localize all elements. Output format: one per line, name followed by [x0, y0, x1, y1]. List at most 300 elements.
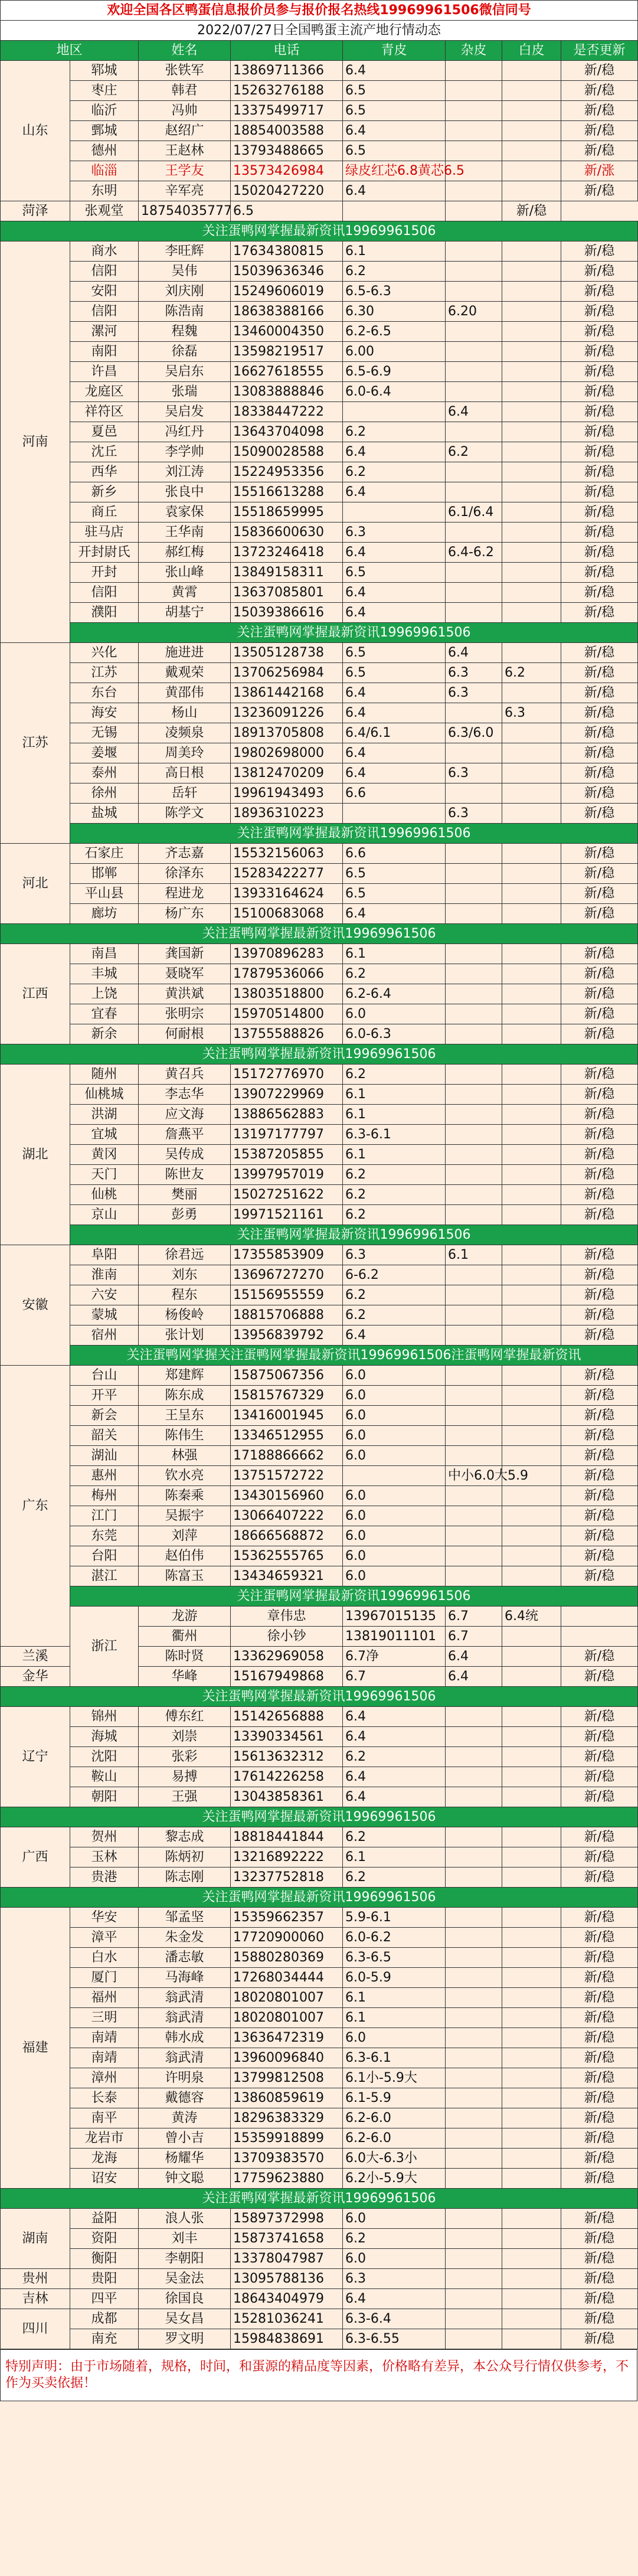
update-status-cell: 新/稳: [561, 101, 638, 121]
table-row: [1, 262, 638, 282]
update-status-cell: 新/稳: [561, 1988, 638, 2008]
region-cell: 浙江: [70, 1607, 139, 1687]
bai-price-cell: [502, 2309, 561, 2329]
city-cell: 淮南: [70, 1265, 139, 1285]
bai-price-cell: [502, 2329, 561, 2349]
update-status-cell: 新/稳: [561, 2108, 638, 2128]
city-cell: 蒙城: [70, 1305, 139, 1325]
table-row: [1, 2008, 638, 2028]
za-price-cell: [446, 2149, 502, 2169]
bai-price-cell: [502, 944, 561, 964]
region-cell: 河北: [1, 844, 70, 924]
za-price-cell: [446, 282, 502, 302]
table-row: [1, 61, 638, 81]
za-price-cell: [446, 884, 502, 904]
phone-cell: 15984838691: [231, 2329, 343, 2349]
za-price-cell: [446, 1988, 502, 2008]
name-cell: 吴伟: [139, 262, 231, 282]
bai-price-cell: [502, 1366, 561, 1386]
table-row: [1, 1145, 638, 1165]
name-cell: 王华南: [139, 523, 231, 543]
table-row: [1, 1366, 638, 1386]
city-cell: 龙游: [139, 1607, 231, 1627]
qing-price-cell: 6.1: [343, 1847, 446, 1867]
za-price-cell: [446, 1827, 502, 1847]
city-cell: 南昌: [70, 944, 139, 964]
city-cell: 成都: [70, 2309, 139, 2329]
city-cell: 江门: [70, 1506, 139, 1526]
phone-cell: 18854003588: [231, 121, 343, 141]
city-cell: 朝阳: [70, 1787, 139, 1807]
city-cell: 信阳: [70, 583, 139, 603]
za-price-cell: [446, 864, 502, 884]
table-row: [1, 81, 638, 101]
city-cell: 西华: [70, 462, 139, 482]
phone-cell: 13803518800: [231, 984, 343, 1004]
bai-price-cell: [502, 1546, 561, 1566]
qing-price-cell: 6.0: [343, 1546, 446, 1566]
bai-price-cell: [502, 1647, 561, 1667]
name-cell: 程东: [139, 1285, 231, 1305]
table-row: [1, 322, 638, 342]
table-row: [1, 382, 638, 402]
name-cell: 张明宗: [139, 1004, 231, 1024]
update-status-cell: 新/稳: [561, 2329, 638, 2349]
table-row: [1, 482, 638, 502]
phone-cell: 15020427220: [231, 181, 343, 201]
qing-price-cell: 6.2: [343, 462, 446, 482]
za-price-cell: [446, 1707, 502, 1727]
qing-price-cell: 6.0: [343, 1386, 446, 1406]
update-status-cell: 新/稳: [561, 543, 638, 563]
table-row: [1, 964, 638, 984]
name-cell: 何耐根: [139, 1024, 231, 1044]
col-header-bai: 白皮: [502, 41, 561, 61]
phone-cell: 13643704098: [231, 422, 343, 442]
za-price-cell: [446, 1105, 502, 1125]
table-row: [1, 2048, 638, 2068]
update-status-cell: 新/稳: [561, 1406, 638, 1426]
city-cell: 台山: [70, 1366, 139, 1386]
bai-price-cell: [502, 1004, 561, 1024]
bai-price-cell: [502, 1426, 561, 1446]
city-cell: 韶关: [70, 1426, 139, 1446]
qing-price-cell: 6.4: [343, 482, 446, 502]
phone-cell: 19802698000: [231, 743, 343, 763]
update-status-cell: 新/稳: [561, 2048, 638, 2068]
bai-price-cell: 6.2: [502, 663, 561, 683]
table-row: [1, 2309, 638, 2329]
phone-cell: 13066407222: [231, 1506, 343, 1526]
name-cell: 钟文聪: [139, 2169, 231, 2189]
phone-cell: 18638388166: [231, 302, 343, 322]
za-price-cell: [446, 101, 502, 121]
bai-price-cell: [502, 422, 561, 442]
phone-cell: 13375499717: [231, 101, 343, 121]
phone-cell: 13430156960: [231, 1486, 343, 1506]
name-cell: 杨耀华: [139, 2149, 231, 2169]
update-status-cell: 新/稳: [561, 1667, 638, 1687]
qing-price-cell: 6.4: [343, 1707, 446, 1727]
update-status-cell: 新/稳: [561, 1908, 638, 1928]
city-cell: 洪湖: [70, 1105, 139, 1125]
qing-price-cell: 6.2: [343, 2229, 446, 2249]
bai-price-cell: [561, 1627, 638, 1647]
table-row: [1, 1185, 638, 1205]
table-row: [1, 2128, 638, 2149]
bai-price-cell: [502, 1747, 561, 1767]
name-cell: 张良中: [139, 482, 231, 502]
qing-price-cell: 6.4: [343, 603, 446, 623]
name-cell: 翁武清: [139, 2048, 231, 2068]
city-cell: 无锡: [70, 723, 139, 743]
bai-price-cell: [502, 2028, 561, 2048]
table-row: [1, 583, 638, 603]
table-row: [1, 2329, 638, 2349]
promo-banner-row: [1, 1225, 638, 1245]
city-cell: 石家庄: [70, 844, 139, 864]
update-status-cell: 新/稳: [561, 2149, 638, 2169]
phone-cell: 15167949868: [231, 1667, 343, 1687]
col-header-name: 姓名: [139, 41, 231, 61]
name-cell: 施进进: [139, 643, 231, 663]
phone-cell: 15224953356: [231, 462, 343, 482]
za-price-cell: [446, 262, 502, 282]
city-cell: 诏安: [70, 2169, 139, 2189]
table-row: [1, 1546, 638, 1566]
table-row: [1, 1165, 638, 1185]
update-status-cell: 新/稳: [561, 1105, 638, 1125]
city-cell: 宿州: [70, 1325, 139, 1346]
bai-price-cell: [502, 1386, 561, 1406]
name-cell: 陈志刚: [139, 1867, 231, 1888]
bai-price-cell: 6.3: [502, 703, 561, 723]
qing-price-cell: 6.4: [343, 1325, 446, 1346]
za-price-cell: [446, 1948, 502, 1968]
phone-cell: 13755588826: [231, 1024, 343, 1044]
table-row: [1, 1065, 638, 1085]
qing-price-cell: 6.1小-5.9大: [343, 2068, 446, 2088]
update-status-cell: 新/稳: [561, 2209, 638, 2229]
phone-cell: 15873741658: [231, 2229, 343, 2249]
update-status-cell: 新/稳: [561, 442, 638, 462]
promo-banner: 关注蛋鸭网掌握最新资讯19969961506: [70, 1586, 638, 1607]
bai-price-cell: [502, 1787, 561, 1807]
qing-price-cell: [343, 1466, 446, 1486]
name-cell: 朱金发: [139, 1928, 231, 1948]
name-cell: 林强: [139, 1446, 231, 1466]
city-cell: 夏邑: [70, 422, 139, 442]
phone-cell: 15970514800: [231, 1004, 343, 1024]
city-cell: 资阳: [70, 2229, 139, 2249]
bai-price-cell: [502, 2068, 561, 2088]
bai-price-cell: [502, 1847, 561, 1867]
city-cell: 南充: [70, 2329, 139, 2349]
table-row: [1, 1386, 638, 1406]
phone-cell: 15875067356: [231, 1366, 343, 1386]
bai-price-cell: [502, 1325, 561, 1346]
city-cell: 惠州: [70, 1466, 139, 1486]
za-price-cell: [446, 844, 502, 864]
update-status-cell: 新/稳: [561, 804, 638, 824]
qing-price-cell: 6.0: [343, 1526, 446, 1546]
phone-cell: 15613632312: [231, 1747, 343, 1767]
qing-price-cell: 6.4: [343, 543, 446, 563]
phone-cell: 15090028588: [231, 442, 343, 462]
promo-banner: 关注蛋鸭网掌握最新资讯19969961506: [1, 1044, 638, 1065]
update-status-cell: 新/稳: [561, 1165, 638, 1185]
update-status-cell: 新/稳: [561, 2169, 638, 2189]
phone-cell: 13434659321: [231, 1566, 343, 1586]
za-price-cell: [446, 1426, 502, 1446]
update-status-cell: 新/稳: [561, 422, 638, 442]
za-price-cell: [446, 1165, 502, 1185]
bai-price-cell: [502, 1667, 561, 1687]
za-price-cell: [446, 2008, 502, 2028]
bai-price-cell: [502, 723, 561, 743]
qing-price-cell: [343, 804, 446, 824]
name-cell: 聂晓军: [139, 964, 231, 984]
city-cell: 南阳: [70, 342, 139, 362]
za-price-cell: [446, 2209, 502, 2229]
update-status-cell: 新/稳: [561, 1566, 638, 1586]
bai-price-cell: [502, 61, 561, 81]
phone-cell: 15516613288: [231, 482, 343, 502]
name-cell: 郝红梅: [139, 543, 231, 563]
name-cell: 徐磊: [139, 342, 231, 362]
bai-price-cell: [502, 1105, 561, 1125]
name-cell: 刘庆刚: [139, 282, 231, 302]
bai-price-cell: [502, 1948, 561, 1968]
city-cell: 金华: [1, 1667, 70, 1687]
city-cell: 龙海: [70, 2149, 139, 2169]
name-cell: 龚国新: [139, 944, 231, 964]
name-cell: 韩水成: [139, 2028, 231, 2048]
region-cell: 湖北: [1, 1065, 70, 1245]
bai-price-cell: [502, 2289, 561, 2309]
update-status-cell: 新/稳: [561, 663, 638, 683]
phone-cell: 15359918899: [231, 2128, 343, 2149]
update-status-cell: 新/稳: [561, 1546, 638, 1566]
bai-price-cell: [502, 1145, 561, 1165]
bai-price-cell: [502, 1205, 561, 1225]
city-cell: 湛江: [70, 1566, 139, 1586]
name-cell: 翁武清: [139, 1988, 231, 2008]
city-cell: 台阳: [70, 1546, 139, 1566]
promo-banner-row: [1, 1346, 638, 1366]
table-row: [1, 2149, 638, 2169]
table-row: [1, 302, 638, 322]
table-row: [1, 502, 638, 523]
phone-cell: 19961943493: [231, 783, 343, 804]
name-cell: 杨山: [139, 703, 231, 723]
za-price-cell: [446, 583, 502, 603]
qing-price-cell: 6.0: [343, 1486, 446, 1506]
qing-price-cell: 6.0: [343, 1446, 446, 1466]
za-price-cell: [446, 121, 502, 141]
name-cell: 徐国良: [139, 2289, 231, 2309]
za-price-cell: [446, 1446, 502, 1466]
za-price-cell: [446, 1386, 502, 1406]
table-row: [1, 723, 638, 743]
table-row: [1, 543, 638, 563]
update-status-cell: 新/稳: [561, 1125, 638, 1145]
table-row: [1, 241, 638, 262]
region-cell: 辽宁: [1, 1707, 70, 1807]
phone-cell: 17614226258: [231, 1767, 343, 1787]
region-cell: 湖南: [1, 2209, 70, 2269]
qing-price-cell: 6.3-6.5: [343, 1948, 446, 1968]
table-row: [1, 1466, 638, 1486]
city-cell: 宜城: [70, 1125, 139, 1145]
city-cell: 安阳: [70, 282, 139, 302]
za-price-cell: [446, 1546, 502, 1566]
col-header-region: 地区: [1, 41, 139, 61]
bai-price-cell: [502, 241, 561, 262]
za-price-cell: [446, 2269, 502, 2289]
city-cell: 信阳: [70, 262, 139, 282]
za-price-cell: [446, 1486, 502, 1506]
city-cell: 四平: [70, 2289, 139, 2309]
phone-cell: 17268034444: [231, 1968, 343, 1988]
bai-price-cell: [502, 81, 561, 101]
za-price-cell: [446, 2309, 502, 2329]
name-cell: 张山峰: [139, 563, 231, 583]
update-status-cell: 新/稳: [561, 502, 638, 523]
table-row: [1, 181, 638, 201]
city-cell: 南平: [70, 2108, 139, 2128]
za-price-cell: [446, 241, 502, 262]
bai-price-cell: [502, 984, 561, 1004]
qing-price-cell: 6.2: [343, 1065, 446, 1085]
city-cell: 郓城: [70, 61, 139, 81]
update-status-cell: 新/稳: [561, 362, 638, 382]
qing-price-cell: 6.4: [343, 683, 446, 703]
name-cell: 张瑞: [139, 382, 231, 402]
bai-price-cell: [502, 884, 561, 904]
name-cell: 钦水亮: [139, 1466, 231, 1486]
col-header-update: 是否更新: [561, 41, 638, 61]
name-cell: 徐小钞: [231, 1627, 343, 1647]
phone-cell: 13378047987: [231, 2249, 343, 2269]
name-cell: 徐君远: [139, 1245, 231, 1265]
qing-price-cell: 6.1: [343, 1145, 446, 1165]
name-cell: 刘萍: [139, 1526, 231, 1546]
bai-price-cell: [502, 161, 561, 181]
update-status-cell: 新/稳: [561, 1024, 638, 1044]
bai-price-cell: [502, 101, 561, 121]
table-row: [1, 2269, 638, 2289]
city-cell: 邯郸: [70, 864, 139, 884]
city-cell: 衡阳: [70, 2249, 139, 2269]
update-status-cell: 新/稳: [561, 1185, 638, 1205]
city-cell: 六安: [70, 1285, 139, 1305]
region-cell: 江苏: [1, 643, 70, 844]
city-cell: 东台: [70, 683, 139, 703]
za-price-cell: 6.4: [446, 1647, 502, 1667]
phone-cell: 18666568872: [231, 1526, 343, 1546]
city-cell: 龙庭区: [70, 382, 139, 402]
qing-price-cell: 6.7净: [343, 1647, 446, 1667]
bai-price-cell: [502, 141, 561, 161]
update-status-cell: 新/稳: [561, 563, 638, 583]
za-price-cell: [446, 422, 502, 442]
table-row: [1, 1968, 638, 1988]
qing-price-cell: 6.3-6.1: [343, 2048, 446, 2068]
name-cell: 杨俊岭: [139, 1305, 231, 1325]
table-row: [1, 1948, 638, 1968]
phone-cell: 13860859619: [231, 2088, 343, 2108]
za-price-cell: 6.4: [446, 1667, 502, 1687]
update-status-cell: 新/稳: [561, 1205, 638, 1225]
table-row: [1, 1265, 638, 1285]
city-cell: 商水: [70, 241, 139, 262]
bai-price-cell: [502, 2128, 561, 2149]
qing-price-cell: 6.5: [343, 884, 446, 904]
za-price-cell: [446, 1506, 502, 1526]
table-row: [1, 161, 638, 181]
city-cell: 上饶: [70, 984, 139, 1004]
name-cell: 黄召兵: [139, 1065, 231, 1085]
update-status-cell: 新/稳: [561, 1767, 638, 1787]
update-status-cell: 新/稳: [561, 583, 638, 603]
qing-price-cell: 6.7: [343, 1667, 446, 1687]
za-price-cell: [446, 2108, 502, 2128]
qing-price-cell: 6.0: [343, 1506, 446, 1526]
update-status-cell: 新/稳: [561, 904, 638, 924]
bai-price-cell: [502, 964, 561, 984]
bai-price-cell: [502, 1065, 561, 1085]
qing-price-cell: 6.3-6.55: [343, 2329, 446, 2349]
za-price-cell: 6.2: [446, 442, 502, 462]
table-row: [1, 563, 638, 583]
phone-cell: 13460004350: [231, 322, 343, 342]
name-cell: 易搏: [139, 1767, 231, 1787]
region-cell: 福建: [1, 1908, 70, 2189]
qing-price-cell: 6.2: [343, 1205, 446, 1225]
phone-cell: 16627618555: [231, 362, 343, 382]
phone-cell: 13197177797: [231, 1125, 343, 1145]
table-row: [1, 1707, 638, 1727]
phone-cell: 15281036241: [231, 2309, 343, 2329]
update-status-cell: 新/稳: [561, 1446, 638, 1466]
promo-banner-row: [1, 221, 638, 241]
page-title: 欢迎全国各区鸭蛋信息报价员参与报价报名热线19969961506微信同号: [1, 1, 638, 21]
qing-price-cell: 6.0: [343, 1406, 446, 1426]
update-status-cell: 新/稳: [561, 1366, 638, 1386]
update-status-cell: 新/稳: [561, 1747, 638, 1767]
update-status-cell: 新/稳: [561, 2068, 638, 2088]
phone-cell: 13573426984: [231, 161, 343, 181]
za-price-cell: [446, 703, 502, 723]
name-cell: 赵绍广: [139, 121, 231, 141]
city-cell: 鄄城: [70, 121, 139, 141]
qing-price-cell: 6.2: [343, 1305, 446, 1325]
za-price-cell: 6.4: [446, 402, 502, 422]
city-cell: 阜阳: [70, 1245, 139, 1265]
name-cell: 冯红丹: [139, 422, 231, 442]
qing-price-cell: 6.1: [343, 1988, 446, 2008]
table-row: [1, 2068, 638, 2088]
za-price-cell: [446, 1125, 502, 1145]
za-price-cell: [446, 2329, 502, 2349]
city-cell: 德州: [70, 141, 139, 161]
za-price-cell: 6.20: [446, 302, 502, 322]
region-cell: 山东: [1, 61, 70, 201]
phone-cell: 15100683068: [231, 904, 343, 924]
phone-cell: 13967015135: [343, 1607, 446, 1627]
update-status-cell: 新/稳: [561, 523, 638, 543]
